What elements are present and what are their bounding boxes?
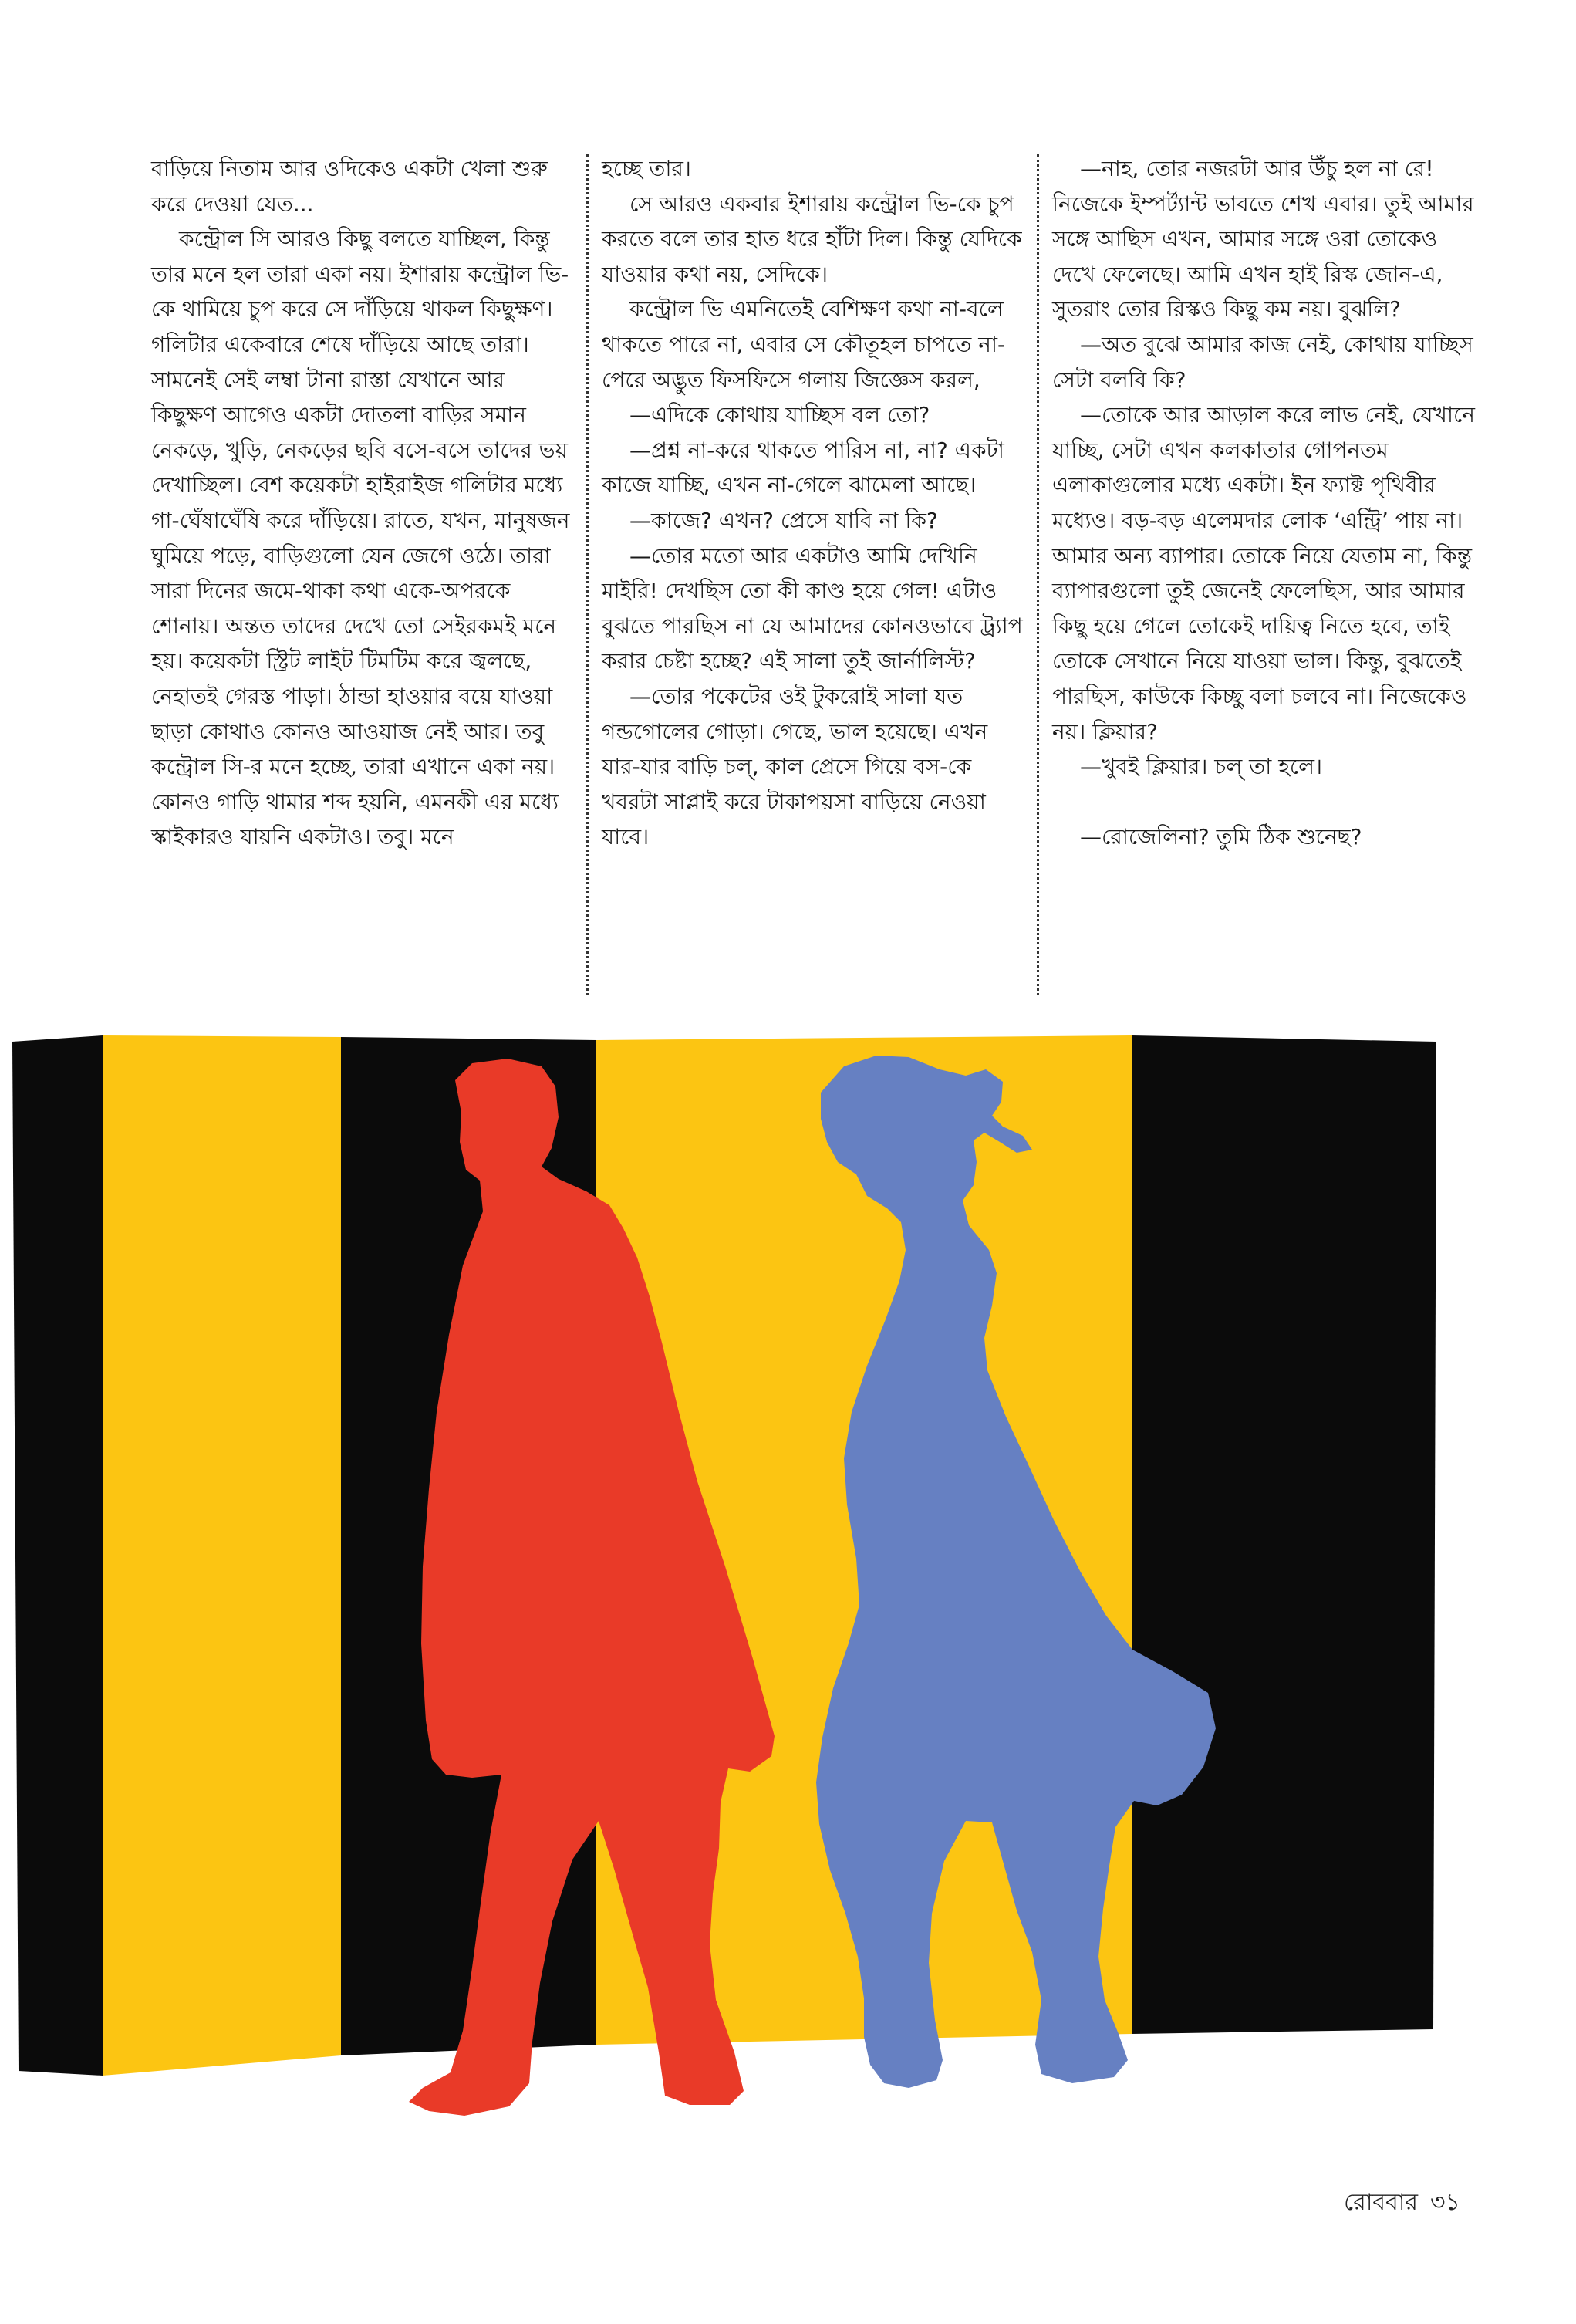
paragraph: —এদিকে কোথায় যাচ্ছিস বল তো?: [629, 402, 930, 428]
page-folio: [1344, 2184, 1460, 2223]
paragraph: বাড়িয়ে নিতাম আর ওদিকেও একটা খেলা শুরু করে দেওয়া যেত...: [151, 156, 548, 217]
paragraph: —রোজেলিনা? তুমি ঠিক শুনেছ?: [1080, 824, 1362, 850]
magazine-name: রোববার: [1344, 2189, 1419, 2216]
paragraph: —তোর মতো আর একটাও আমি দেখিনি মাইরি! দেখছিস তো কী কাণ্ড হয়ে গেল! এটাও বুঝতে পারছিস না যে আমাদের কোনওভাবে ট্র্যাপ করার চেষ্টা হচ্ছে? এই সালা তুই জার্নালিস্ট?: [602, 542, 1023, 674]
black-band-left: [12, 1035, 103, 2076]
text-column-2: [602, 151, 1024, 855]
striped-background: [12, 1035, 1436, 2076]
text-column-3: [1052, 151, 1475, 855]
paragraph: —নাহ, তোর নজরটা আর উঁচু হল না রে! নিজেকে ইম্পর্ট্যান্ট ভাবতে শেখ এবার। তুই আমার সঙ্গে আছিস এখন, আমার সঙ্গে ওরা তোকেও দেখে ফেলেছে। আমি এখন হাই রিস্ক জোন-এ, সুতরাং তোর রিস্কও কিছু কম নয়। বুঝলি?: [1052, 156, 1474, 323]
column-divider: [1037, 154, 1039, 995]
page-number: ৩১: [1430, 2189, 1460, 2216]
black-band-right: [1132, 1035, 1436, 2034]
paragraph: সে আরও একবার ইশারায় কন্ট্রোল ভি-কে চুপ করতে বলে তার হাত ধরে হাঁটা দিল। কিন্তু যেদিকে যাওয়ার কথা নয়, সেদিকে।: [602, 191, 1022, 287]
paragraph: কন্ট্রোল ভি এমনিতেই বেশিক্ষণ কথা না-বলে থাকতে পারে না, এবার সে কৌতূহল চাপতে না-পেরে অদ্ভুত ফিসফিসে গলায় জিজ্ঞেস করল,: [602, 296, 1006, 393]
column-divider: [586, 154, 589, 995]
paragraph: কন্ট্রোল সি আরও কিছু বলতে যাচ্ছিল, কিন্তু তার মনে হল তারা একা নয়। ইশারায় কন্ট্রোল ভি-কে থামিয়ে চুপ করে সে দাঁড়িয়ে থাকল কিছুক্ষণ। গলিটার একেবারে শেষে দাঁড়িয়ে আছে তারা। সামনেই সেই লম্বা টানা রাস্তা যেখানে আর কিছুক্ষণ আগেও একটা দোতলা বাড়ির সমান নেকড়ে, খুড়ি, নেকড়ের ছবি বসে-বসে তাদের ভয় দেখাচ্ছিল। বেশ কয়েকটা হাইরাইজ গলিটার মধ্যে গা-ঘেঁষাঘেঁষি করে দাঁড়িয়ে। রাতে, যখন, মানুষজন ঘুমিয়ে পড়ে, বাড়িগুলো যেন জেগে ওঠে। তারা সারা দিনের জমে-থাকা কথা একে-অপরকে শোনায়। অন্তত তাদের দেখে তো সেইরকমই মনে হয়। কয়েকটা স্ট্রিট লাইট টিমটিম করে জ্বলছে, নেহাতই গেরস্ত পাড়া। ঠান্ডা হাওয়ার বয়ে যাওয়া ছাড়া কোথাও কোনও আওয়াজ নেই আর। তবু কন্ট্রোল সি-র মনে হচ্ছে, তারা এখানে একা নয়। কোনও গাড়ি থামার শব্দ হয়নি, এমনকী এর মধ্যে স্কাইকারও যায়নি একটাও। তবু। মনে: [151, 226, 570, 850]
story-illustration: [0, 1026, 1576, 2184]
paragraph: —তোকে আর আড়াল করে লাভ নেই, যেখানে যাচ্ছি, সেটা এখন কলকাতার গোপনতম এলাকাগুলোর মধ্যে একটা। ইন ফ্যাক্ট পৃথিবীর মধ্যেও। বড়-বড় এলেমদার লোক ‘এন্ট্রি’ পায় না। আমার অন্য ব্যাপার। তোকে নিয়ে যেতাম না, কিন্তু ব্যাপারগুলো তুই জেনেই ফেলেছিস, আর আমার কিছু হয়ে গেলে তোকেই দায়িত্ব নিতে হবে, তাই তোকে সেখানে নিয়ে যাওয়া ভাল। কিন্তু, বুঝতেই পারছিস, কাউকে কিচ্ছু বলা চলবে না। নিজেকেও নয়। ক্লিয়ার?: [1052, 402, 1476, 745]
paragraph: —অত বুঝে আমার কাজ নেই, কোথায় যাচ্ছিস সেটা বলবি কি?: [1052, 331, 1473, 393]
paragraph: —খুবই ক্লিয়ার। চল্ তা হলে।: [1080, 754, 1323, 780]
yellow-band-1: [103, 1035, 341, 2076]
paragraph: হচ্ছে তার।: [602, 156, 691, 181]
text-column-1: [151, 151, 574, 855]
paragraph: —কাজে? এখন? প্রেসে যাবি না কি?: [629, 507, 938, 533]
paragraph: —প্রশ্ন না-করে থাকতে পারিস না, না? একটা কাজে যাচ্ছি, এখন না-গেলে ঝামেলা আছে।: [602, 437, 1004, 498]
paragraph: —তোর পকেটের ওই টুকরোই সালা যত গন্ডগোলের গোড়া। গেছে, ভাল হয়েছে। এখন যার-যার বাড়ি চল্, কাল প্রেসে গিয়ে বস-কে খবরটা সাপ্লাই করে টাকাপয়সা বাড়িয়ে নেওয়া যাবে।: [602, 683, 988, 850]
